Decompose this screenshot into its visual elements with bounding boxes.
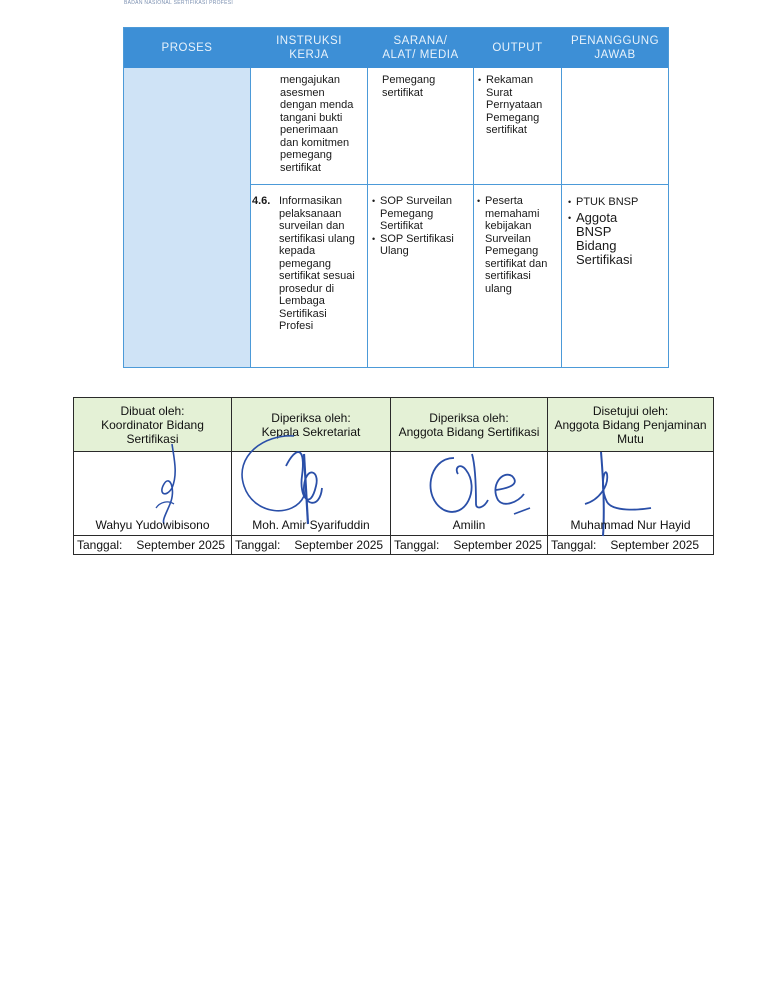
header-penanggung-jawab: PENANGGUNG JAWAB: [570, 35, 660, 61]
signature-amilin: [414, 448, 544, 523]
signer-name-1: Wahyu Yudowibisono: [95, 518, 210, 532]
date-cell-2: Tanggal: September 2025: [235, 538, 384, 552]
procedure-table: [123, 27, 669, 368]
header-proses: PROSES: [161, 42, 213, 54]
date-cell-4: Tanggal: September 2025: [551, 538, 700, 552]
header-instruksi-kerja: INSTRUKSI KERJA: [276, 35, 342, 61]
proses-column-fill: [124, 68, 250, 367]
signature-amir: [224, 426, 374, 526]
row2-sarana: • SOP Surveilan Pemegang Sertifikat • SOP Sertifikasi Ulang: [372, 195, 454, 257]
role-diperiksa-sekretariat: Diperiksa oleh: Kepala Sekretariat: [261, 410, 361, 439]
row2-instruksi: Informasikan pelaksanaan surveilan dan sertifikasi ulang kepada pemegang sertifikat sesuai prosedur di Lembaga Sertifikasi Profesi: [279, 195, 355, 332]
row1-output: • Rekaman Surat Pernyataan Pemegang sertifikat: [478, 74, 543, 136]
row2-output: • Peserta memahami kebijakan Surveilan Pemegang sertifikat dan sertifikasi ulang: [477, 195, 548, 295]
row2-number: 4.6.: [252, 195, 271, 207]
row1-sarana: Pemegang sertifikat: [382, 74, 436, 99]
signer-name-4: Muhammad Nur Hayid: [570, 518, 691, 532]
procedure-table-header: [124, 28, 668, 68]
row2-penanggung-jawab: • PTUK BNSP • Aggota BNSP Bidang Sertifikasi: [568, 196, 639, 267]
row1-instruksi: mengajukan asesmen dengan menda tangani bukti penerimaan dan komitmen pemegang sertifikat: [280, 74, 354, 174]
date-cell-3: Tanggal: September 2025: [394, 538, 543, 552]
date-cell-1: Tanggal: September 2025: [77, 538, 226, 552]
signer-name-3: Amilin: [452, 518, 486, 532]
signer-name-2: Moh. Amir Syarifuddin: [252, 518, 370, 532]
role-disetujui-oleh: Disetujui oleh: Anggota Bidang Penjaminan Mutu: [554, 403, 707, 446]
signature-table: [73, 397, 714, 555]
signature-wahyu: [134, 438, 194, 526]
header-sarana: SARANA/ ALAT/ MEDIA: [382, 35, 459, 61]
organization-header: BADAN NASIONAL SERTIFIKASI PROFESI: [124, 0, 234, 6]
header-output: OUTPUT: [492, 42, 543, 54]
role-diperiksa-sertifikasi: Diperiksa oleh: Anggota Bidang Sertifikasi: [398, 410, 540, 439]
role-dibuat-oleh: Dibuat oleh: Koordinator Bidang Sertifikasi: [101, 403, 204, 446]
